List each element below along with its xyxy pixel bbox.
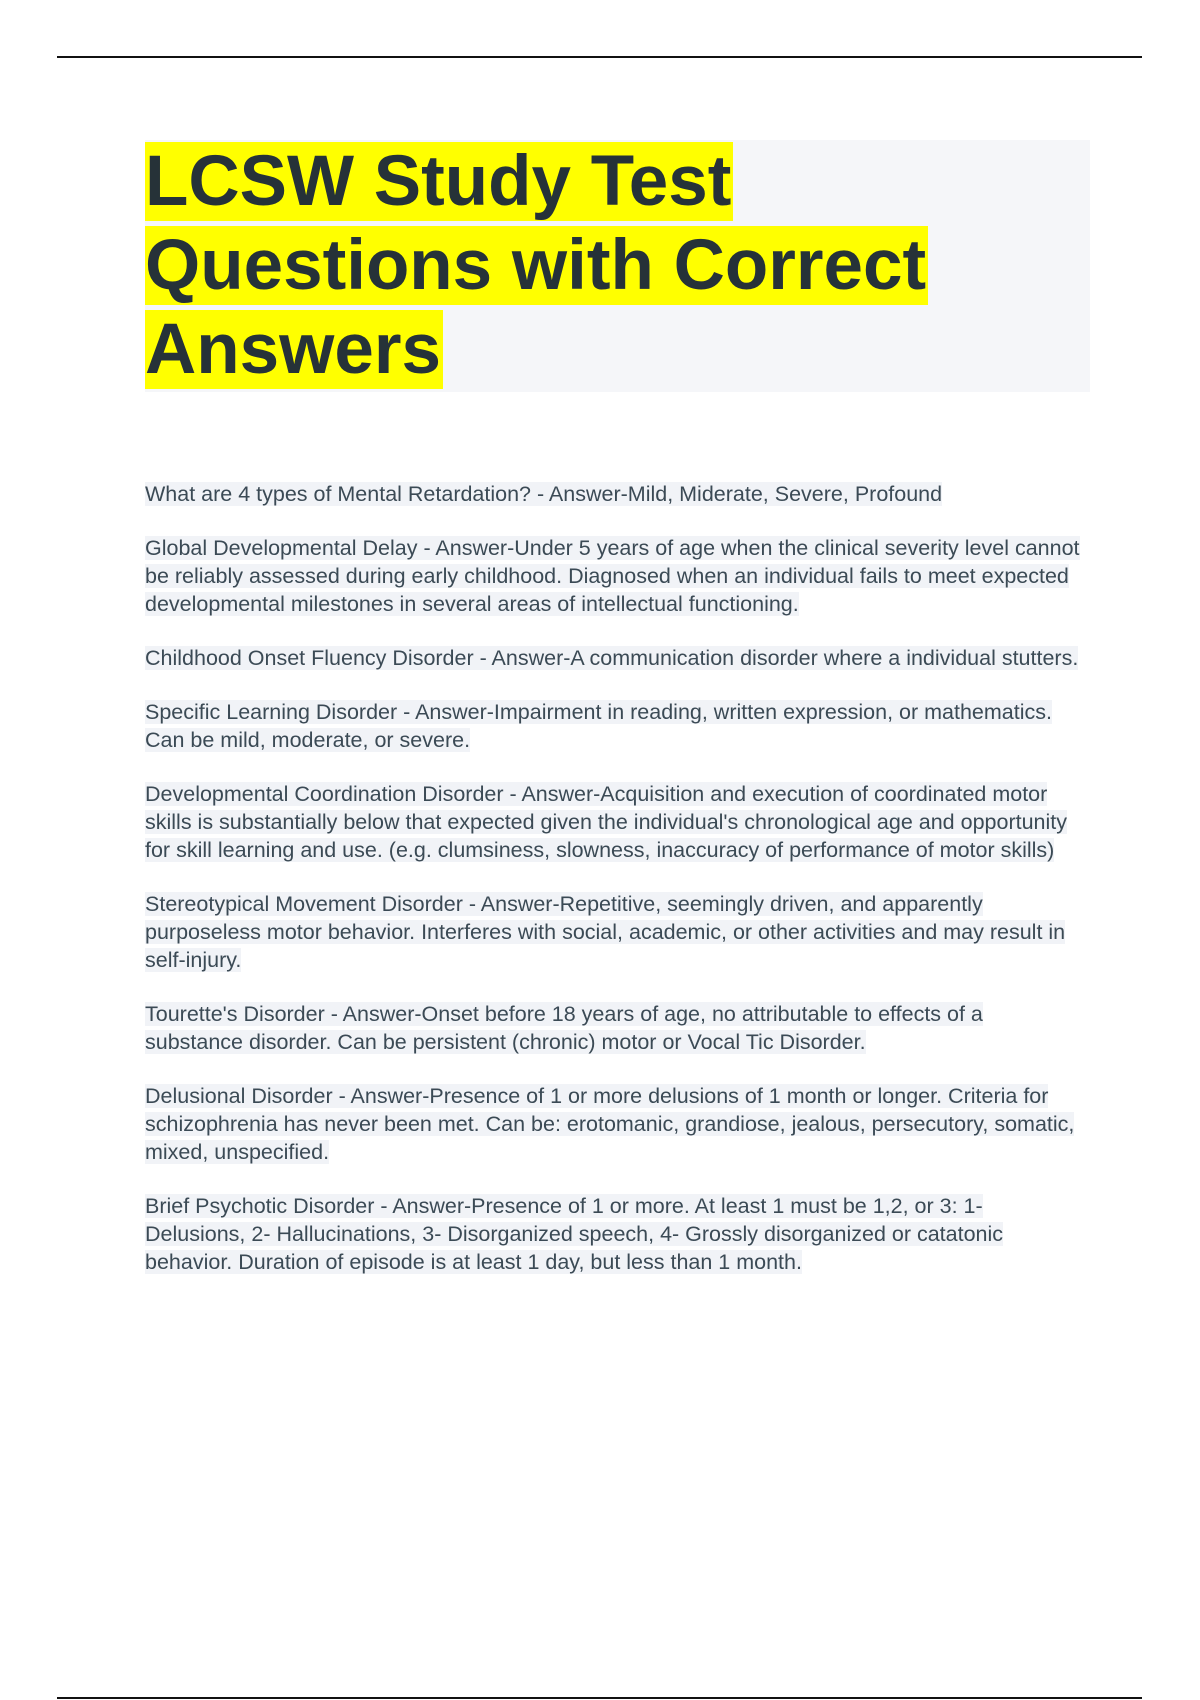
qa-item-developmental-coordination: Developmental Coordination Disorder - Answer-Acquisition and execution of coordinated motor skills is substantially below that expected given the individual's chronological age and opportunity for skill learning and use. (e.g. clumsiness, slowness, inaccuracy of performance of motor skills)	[145, 782, 1067, 862]
bottom-rule	[57, 1697, 1142, 1699]
qa-item-delusional: Delusional Disorder - Answer-Presence of 1 or more delusions of 1 month or longer. Criteria for schizophrenia has never been met. Can be: erotomanic, grandiose, jealous, persecutory, somatic, mixed, unspecified.	[145, 1084, 1075, 1164]
qa-item-stereotypical-movement: Stereotypical Movement Disorder - Answer-Repetitive, seemingly driven, and apparently purposeless motor behavior. Interferes with social, academic, or other activities and may result in self-injury.	[145, 892, 1066, 972]
qa-item-brief-psychotic: Brief Psychotic Disorder - Answer-Presence of 1 or more. At least 1 must be 1,2, or 3: 1- Delusions, 2- Hallucinations, 3- Disorganized speech, 4- Grossly disorganized or catatonic behavior. Duration of episode is at least 1 day, but less than 1 month.	[145, 1194, 1004, 1274]
page-title	[145, 140, 1090, 392]
qa-item-childhood-onset-fluency: Childhood Onset Fluency Disorder - Answer-A communication disorder where a individual stutters.	[145, 646, 1079, 670]
qa-item-tourettes: Tourette's Disorder - Answer-Onset before 18 years of age, no attributable to effects of a substance disorder. Can be persistent (chronic) motor or Vocal Tic Disorder.	[145, 1002, 983, 1054]
qa-item-global-developmental-delay: Global Developmental Delay - Answer-Under 5 years of age when the clinical severity level cannot be reliably assessed during early childhood. Diagnosed when an individual fails to meet expected developmental milestones in several areas of intellectual functioning.	[145, 536, 1080, 616]
title-block	[145, 140, 1090, 392]
qa-item-mental-retardation: What are 4 types of Mental Retardation? - Answer-Mild, Miderate, Severe, Profound	[145, 482, 943, 506]
qa-list	[145, 480, 1085, 1302]
title-highlight: LCSW Study Test Questions with Correct Answers	[145, 142, 927, 389]
qa-item-specific-learning: Specific Learning Disorder - Answer-Impairment in reading, written expression, or mathematics. Can be mild, moderate, or severe.	[145, 700, 1052, 752]
top-rule	[57, 56, 1142, 58]
